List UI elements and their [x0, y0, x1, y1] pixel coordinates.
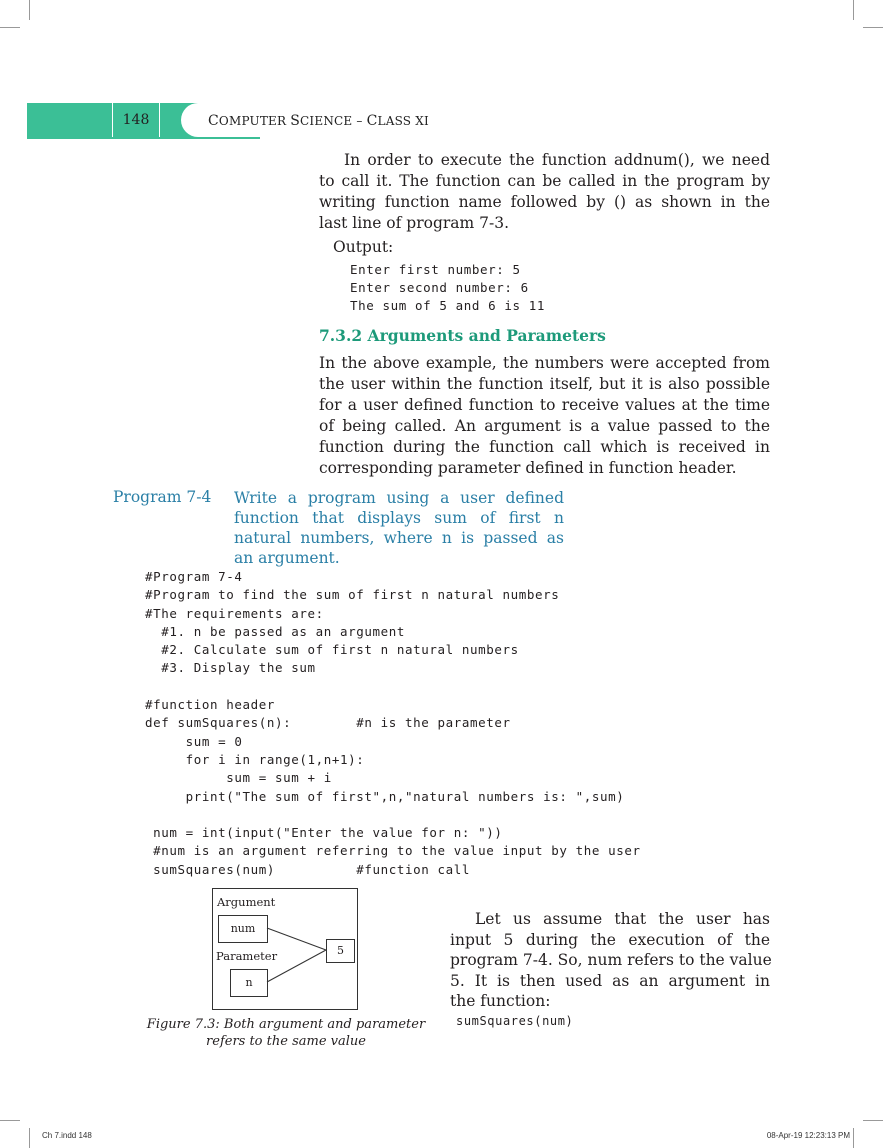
code-line: num = int(input("Enter the value for n: ")) — [145, 825, 503, 841]
crop-mark — [29, 1128, 30, 1148]
program-label: Program 7-4 — [113, 488, 212, 506]
output-line: Enter first number: 5 — [350, 262, 521, 277]
output-label: Output: — [333, 238, 394, 256]
code-line: sumSquares(num) #function call — [145, 861, 471, 877]
program-line: an argument. — [234, 549, 340, 567]
side-line: the function: — [450, 992, 551, 1010]
code-line: #1. n be passed as an argument — [145, 623, 406, 639]
side-line: program 7-4. So, num refers to the value — [450, 951, 772, 969]
intro-paragraph — [319, 150, 770, 234]
num-box: num — [218, 915, 268, 943]
code-line: #3. Display the sum — [145, 660, 316, 676]
connector-line — [267, 928, 326, 950]
connector-lines — [213, 889, 357, 1009]
code-line: #The requirements are: — [145, 605, 324, 621]
connector-line — [267, 950, 326, 982]
section-line: In the above example, the numbers were accepted from — [319, 354, 770, 372]
code-line: #Program to find the sum of first n natural numbers — [145, 587, 560, 603]
footer-file: Ch 7.indd 148 — [42, 1131, 92, 1140]
figure-diagram — [212, 888, 358, 1010]
side-paragraph — [450, 909, 770, 1012]
section-heading: 7.3.2 Arguments and Parameters — [319, 326, 606, 345]
code-line — [145, 807, 641, 825]
argument-label: Argument — [217, 895, 276, 909]
intro-line: writing function name followed by () as shown in the — [319, 193, 770, 211]
program-line: Write a program using a user defined — [234, 489, 564, 507]
intro-line: to call it. The function can be called in the program by — [319, 172, 770, 190]
value-box: 5 — [326, 939, 355, 963]
code-line — [145, 679, 641, 697]
caption-line: Figure 7.3: Both argument and parameter — [146, 1017, 426, 1032]
section-line: the user within the function itself, but it is also possible — [319, 375, 770, 393]
section-line: corresponding parameter defined in function header. — [319, 459, 737, 477]
code-line: #2. Calculate sum of first n natural numbers — [145, 642, 519, 658]
crop-mark — [863, 27, 883, 28]
intro-line: In order to execute the function addnum(), we need — [344, 151, 770, 169]
program-line: function that displays sum of first n — [234, 509, 564, 527]
figure-caption — [140, 1016, 432, 1050]
section-paragraph — [319, 353, 770, 479]
code-line: def sumSquares(n): #n is the parameter — [145, 715, 511, 731]
code-line: #num is an argument referring to the value input by the user — [145, 843, 641, 859]
side-line: input 5 during the execution of the — [450, 930, 770, 949]
code-line: #Program 7-4 — [145, 569, 243, 584]
code-line: print("The sum of first",n,"natural numbers is: ",sum) — [145, 788, 625, 804]
page-number: 148 — [112, 103, 160, 137]
header-underline — [27, 137, 260, 139]
n-box: n — [230, 969, 268, 997]
side-line: 5. It is then used as an argument in — [450, 971, 770, 990]
program-description — [234, 488, 564, 568]
code-line: for i in range(1,n+1): — [145, 751, 365, 767]
crop-mark — [863, 1120, 883, 1121]
crop-mark — [853, 1128, 854, 1148]
side-line: Let us assume that the user has — [475, 910, 770, 928]
code-line: #function header — [145, 697, 276, 713]
parameter-label: Parameter — [216, 949, 278, 963]
crop-mark — [0, 27, 20, 28]
intro-line: last line of program 7-3. — [319, 214, 510, 232]
code-line: sum = 0 — [145, 733, 243, 749]
output-line: Enter second number: 6 — [350, 280, 529, 295]
section-line: for a user defined function to receive values at the time — [319, 396, 770, 414]
code-listing — [145, 569, 641, 880]
caption-line: refers to the same value — [206, 1034, 366, 1049]
footer-timestamp: 08-Apr-19 12:23:13 PM — [766, 1131, 850, 1140]
crop-mark — [0, 1120, 20, 1121]
crop-mark — [29, 0, 30, 20]
program-line: natural numbers, where n is passed as — [234, 529, 564, 547]
page-title: COMPUTER SCIENCE – CLASS XI — [208, 113, 429, 129]
section-line: function during the function call which is received in — [319, 438, 770, 456]
side-code: sumSquares(num) — [456, 1014, 574, 1028]
code-line: sum = sum + i — [145, 770, 332, 786]
crop-mark — [853, 0, 854, 20]
section-line: of being called. An argument is a value passed to the — [319, 417, 770, 435]
output-line: The sum of 5 and 6 is 11 — [350, 298, 546, 313]
